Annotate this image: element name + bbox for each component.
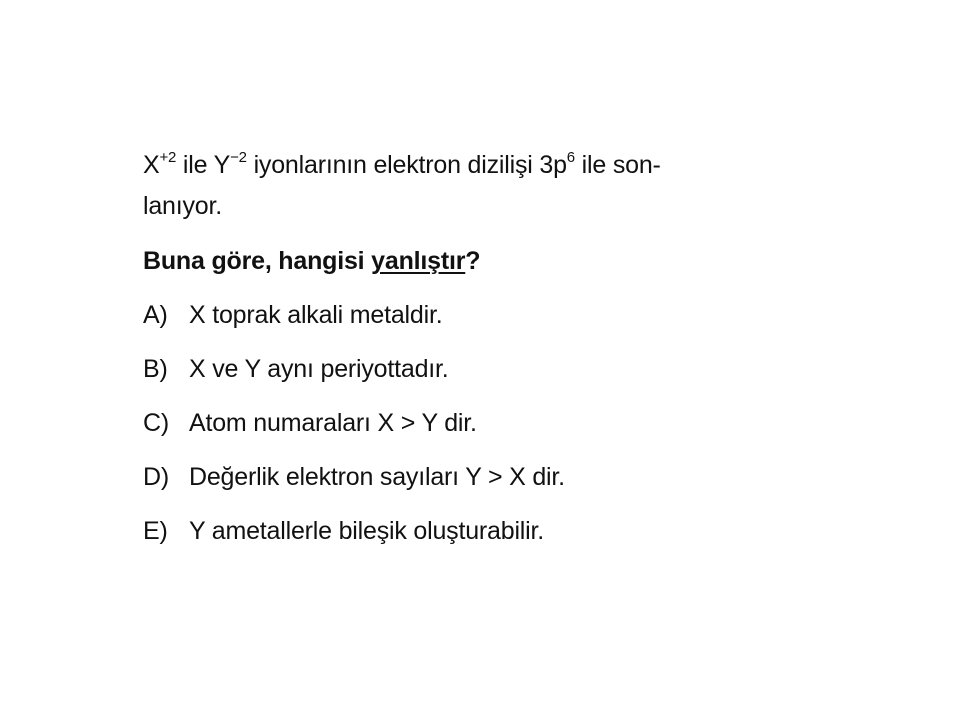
option-letter: A) — [143, 301, 168, 329]
option-letter: B) — [143, 355, 168, 383]
x-ion-symbol: X — [143, 151, 160, 179]
option-b[interactable] — [143, 354, 843, 408]
stem-middle-text: iyonlarının elektron dizilişi 3p — [246, 151, 567, 179]
question-block — [143, 145, 843, 570]
option-text: Atom numaraları X > Y dir. — [189, 409, 477, 437]
prompt-trail: ? — [465, 247, 481, 275]
option-text: Değerlik elektron sayıları Y > X dir. — [189, 463, 565, 491]
option-text: X toprak alkali metaldir. — [189, 301, 443, 329]
answer-options — [143, 300, 843, 570]
option-c[interactable] — [143, 408, 843, 462]
stem-connector: ile — [176, 151, 214, 179]
question-prompt — [143, 246, 843, 276]
option-letter: C) — [143, 409, 169, 437]
question-stem — [143, 145, 843, 227]
option-d[interactable] — [143, 462, 843, 516]
stem-line1-end: ile son- — [574, 151, 661, 179]
stem-line2: lanıyor. — [143, 192, 223, 220]
option-a[interactable] — [143, 300, 843, 354]
prompt-emphasis: yanlıştır — [371, 247, 466, 275]
orbital-exponent: 6 — [566, 148, 575, 166]
y-ion-symbol: Y — [213, 151, 231, 179]
option-text: Y ametallerle bileşik oluşturabilir. — [189, 517, 545, 545]
x-ion-charge: +2 — [159, 148, 177, 166]
y-ion-charge: −2 — [230, 148, 247, 166]
option-letter: E) — [143, 517, 168, 545]
option-letter: D) — [143, 463, 169, 491]
option-e[interactable] — [143, 516, 843, 570]
prompt-lead: Buna göre, hangisi — [143, 247, 372, 275]
option-text: X ve Y aynı periyottadır. — [189, 355, 449, 383]
